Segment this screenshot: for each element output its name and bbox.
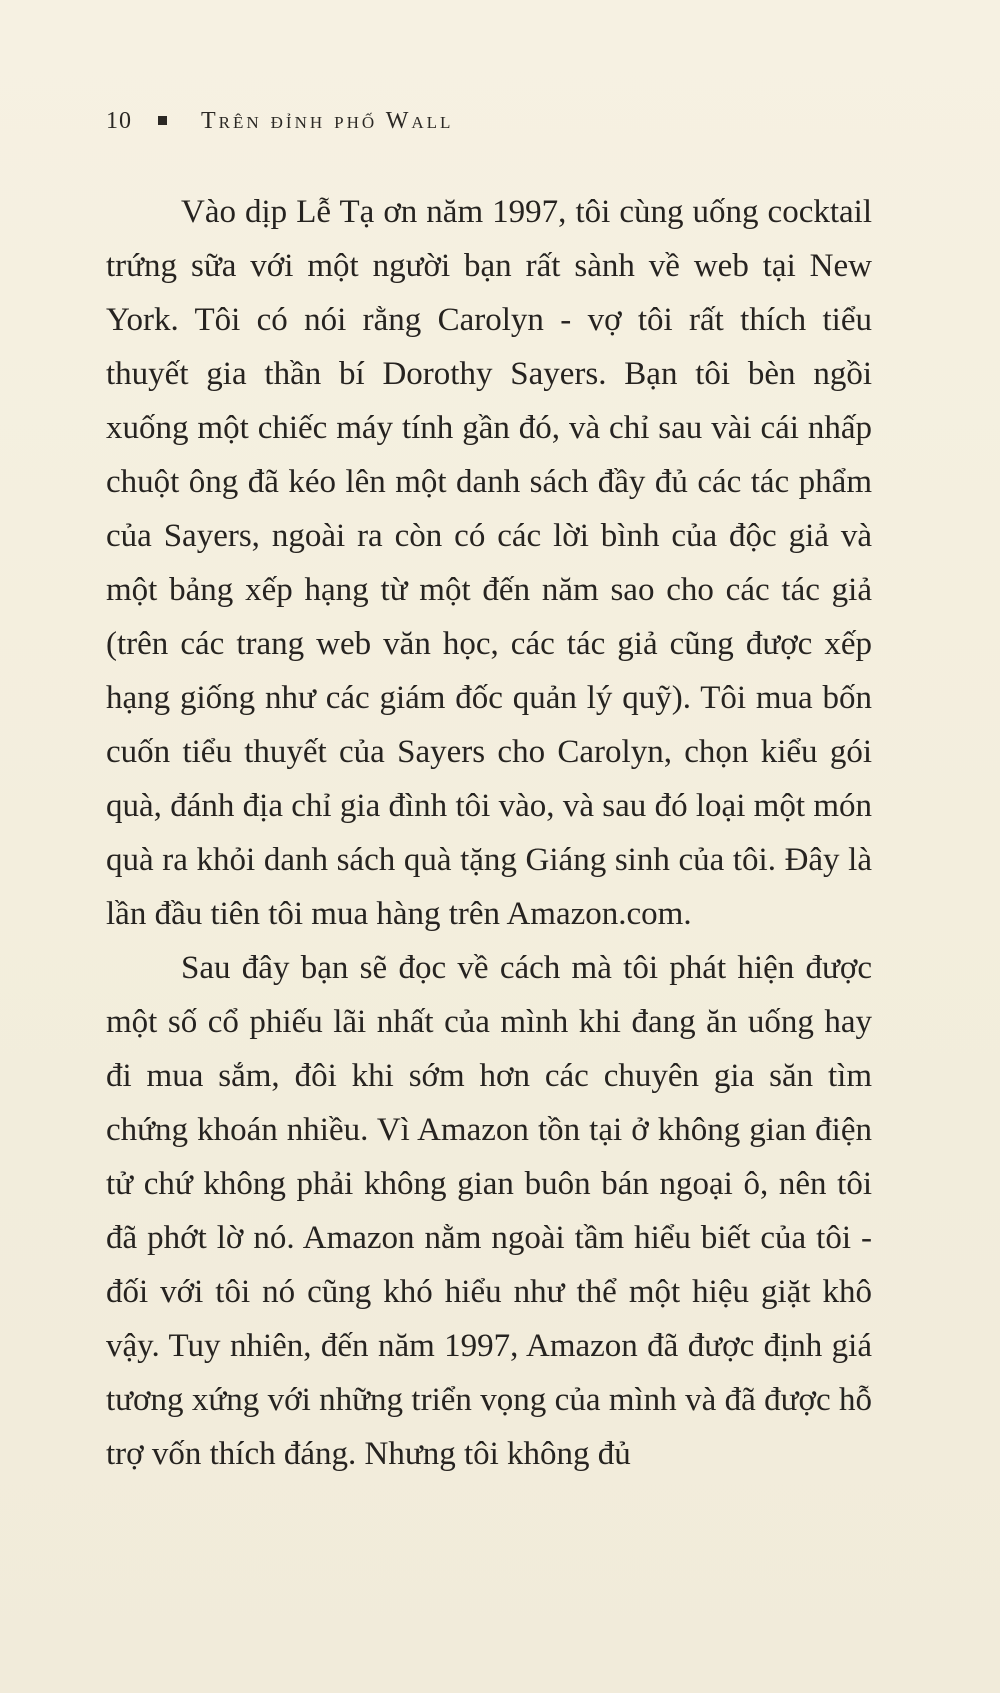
body-text <box>106 185 872 1481</box>
running-title: Trên đỉnh phố Wall <box>201 108 454 134</box>
page-number: 10 <box>106 108 132 134</box>
page-header <box>106 108 453 135</box>
paragraph-2: Sau đây bạn sẽ đọc về cách mà tôi phát hiện được một số cổ phiếu lãi nhất của mình khi đang ăn uống hay đi mua sắm, đôi khi sớm hơn các chuyên gia săn tìm chứng khoán nhiều. Vì Amazon tồn tại ở không gian điện tử chứ không phải không gian buôn bán ngoại ô, nên tôi đã phớt lờ nó. Amazon nằm ngoài tầm hiểu biết của tôi - đối với tôi nó cũng khó hiểu như thể một hiệu giặt khô vậy. Tuy nhiên, đến năm 1997, Amazon đã được định giá tương xứng với những triển vọng của mình và đã được hỗ trợ vốn thích đáng. Nhưng tôi không đủ <box>106 950 872 1472</box>
header-bullet-icon <box>158 116 167 125</box>
paragraph-1: Vào dịp Lễ Tạ ơn năm 1997, tôi cùng uống cocktail trứng sữa với một người bạn rất sành về web tại New York. Tôi có nói rằng Carolyn - vợ tôi rất thích tiểu thuyết gia thần bí Dorothy Sayers. Bạn tôi bèn ngồi xuống một chiếc máy tính gần đó, và chỉ sau vài cái nhấp chuột ông đã kéo lên một danh sách đầy đủ các tác phẩm của Sayers, ngoài ra còn có các lời bình của độc giả và một bảng xếp hạng từ một đến năm sao cho các tác giả (trên các trang web văn học, các tác giả cũng được xếp hạng giống như các giám đốc quản lý quỹ). Tôi mua bốn cuốn tiểu thuyết của Sayers cho Carolyn, chọn kiểu gói quà, đánh địa chỉ gia đình tôi vào, và sau đó loại một món quà ra khỏi danh sách quà tặng Giáng sinh của tôi. Đây là lần đầu tiên tôi mua hàng trên Amazon.com. <box>106 194 872 932</box>
